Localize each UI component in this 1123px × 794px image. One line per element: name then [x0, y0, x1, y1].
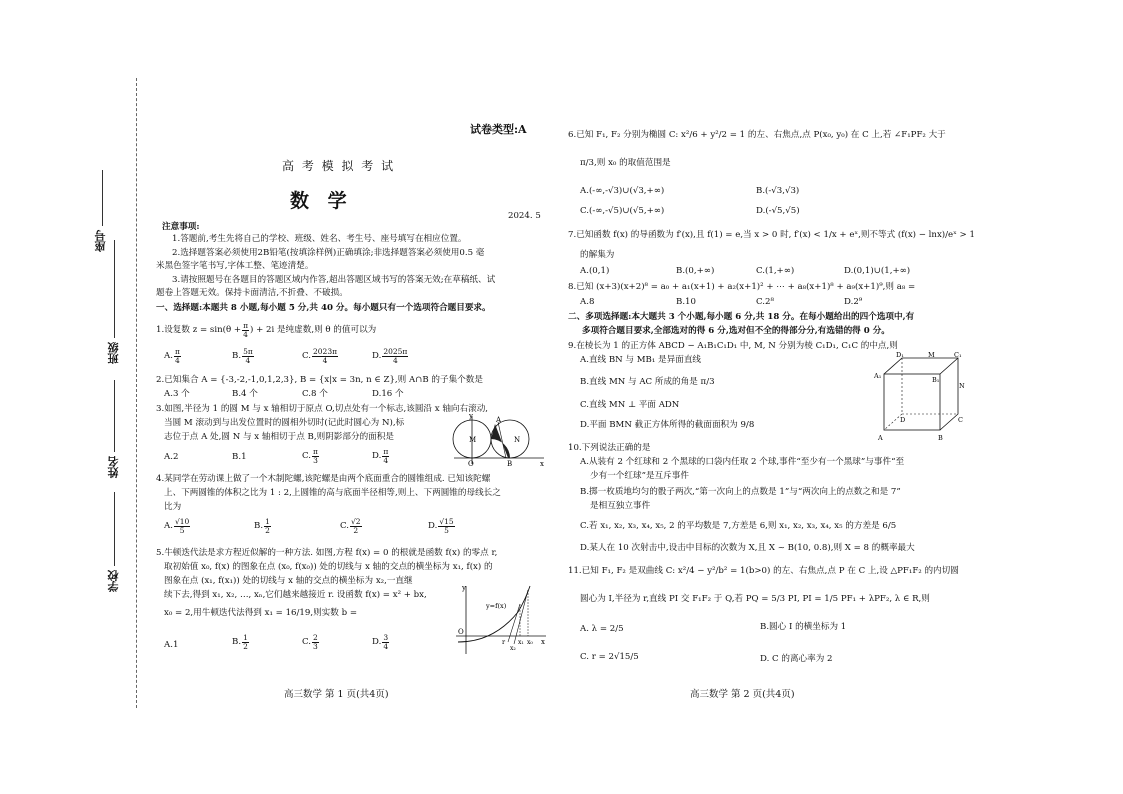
question-4-line: 比为	[164, 502, 182, 512]
note-line: 2.选择题答案必须使用2B铅笔(按填涂样例)正确填涂;非选择题答案必须使用0.5 毫	[172, 248, 485, 258]
q9-cube-figure	[874, 352, 964, 444]
q7-option-a[interactable]: A.(0,1)	[580, 266, 610, 276]
field-school-label: 学校	[107, 570, 120, 592]
q11-option-b[interactable]: B.圆心 I 的横坐标为 1	[760, 622, 847, 632]
fig-label: A	[878, 434, 883, 442]
fig-label: A₁	[874, 372, 882, 380]
note-line: 3.请按照题号在各题目的答题区域内作答,超出答题区域书写的答案无效;在草稿纸、试	[172, 275, 496, 285]
q7-option-b[interactable]: B.(0,+∞)	[676, 266, 715, 276]
question-11-line: 11.已知 F₁, F₂ 是双曲线 C: x²/4 − y²/b² = 1(b>0) 的左、右焦点,点 P 在 C 上,设 △PF₁F₂ 的内切圆	[568, 566, 959, 576]
question-11-line: 圆心为 I,半径为 r,直线 PI 交 F₁F₂ 于 Q,若 PQ = 5/3 PI, PI = 1/5 PF₁ + λPF₂, λ ∈ R,则	[580, 594, 930, 604]
q4-option-d[interactable]: D. $\frac{√15}{5}$	[428, 517, 454, 535]
section-1-heading: 一、选择题:本题共 8 小题,每小题 5 分,共 40 分。每小题只有一个选项符合题目要求。	[156, 303, 491, 313]
fig-label: M	[469, 436, 477, 444]
question-9: 9.在棱长为 1 的正方体 ABCD − A₁B₁C₁D₁ 中, M, N 分别为棱 C₁D₁, C₁C 的中点,则	[568, 341, 898, 351]
fig-label: r	[502, 638, 506, 646]
question-5-line: 取初始值 x₀, f(x) 的图象在点 (x₀, f(x₀)) 处的切线与 x 轴的交点的横坐标为 x₁, f(x) 的	[164, 562, 493, 572]
q9-option-b[interactable]: B.直线 MN 与 AC 所成的角是 π/3	[580, 377, 715, 387]
q7-option-d[interactable]: D.(0,1)∪(1,+∞)	[844, 266, 911, 276]
q10-option-b[interactable]: B.掷一枚质地均匀的骰子两次,“第一次向上的点数是 1”与“两次向上的点数之和是 7”	[580, 487, 901, 497]
question-7-line: 的解集为	[580, 250, 615, 260]
field-class-underline	[114, 240, 115, 338]
q3-option-b[interactable]: B. 1	[232, 452, 247, 462]
q4-option-b[interactable]: B. $\frac{1}{2}$	[254, 517, 270, 535]
fig-label: x	[541, 638, 545, 646]
fig-label: A	[496, 416, 502, 424]
question-5-line: 图象在点 (x₁, f(x₁)) 处的切线与 x 轴的交点的横坐标为 x₂,一直继	[164, 576, 413, 586]
q9-option-a[interactable]: A.直线 BN 与 MB₁ 是异面直线	[580, 355, 702, 365]
q1-option-c[interactable]: C. $\frac{2023\pi}{4}$	[302, 347, 338, 365]
page-1-footer: 高三数学 第 1 页(共4页)	[284, 689, 389, 700]
question-10: 10.下列说法正确的是	[568, 443, 651, 453]
question-5-line: 5.牛顿迭代法是求方程近似解的一种方法. 如图,方程 f(x) = 0 的根就是函数 f(x) 的零点 r,	[156, 548, 498, 558]
q8-option-d[interactable]: D.2⁹	[844, 297, 863, 307]
q8-option-b[interactable]: B.10	[676, 297, 696, 307]
field-name-underline	[114, 380, 115, 452]
subject-title: 数 学	[290, 190, 353, 212]
q3-option-c[interactable]: C. $\frac{\pi}{3}$	[302, 447, 318, 465]
question-4-line: 4.某同学在劳动课上做了一个木制陀螺,该陀螺是由两个底面重合的圆锥组成. 已知该陀螺	[156, 474, 491, 484]
question-3-line: 志位于点 A 处,圆 N 与 x 轴相切于点 B,则阴影部分的面积是	[164, 432, 394, 442]
notes-title: 注意事项:	[162, 222, 200, 232]
q1-option-d[interactable]: D. $\frac{2025\pi}{4}$	[372, 347, 408, 365]
q7-option-c[interactable]: C.(1,+∞)	[756, 266, 795, 276]
fig-label: N	[959, 382, 965, 390]
paper-type: 试卷类型:A	[470, 123, 527, 136]
q4-option-a[interactable]: A. $\frac{√10}{5}$	[164, 517, 190, 535]
question-3-line: 当圆 M 滚动到与出发位置时的圆相外切时(记此时圆心为 N),标	[164, 418, 405, 428]
fig-label: x₂	[510, 645, 516, 652]
question-1: 1.设复数 z = sin(θ + $\frac{\pi}{4}$ ) + 2i 是纯虚数,则 θ 的值可以为	[156, 321, 377, 339]
fig-label: B₁	[932, 376, 940, 384]
fig-label: y	[462, 584, 466, 592]
fig-label: D	[900, 416, 906, 424]
exam-name: 高 考 模 拟 考 试	[282, 159, 396, 173]
q2-option-c[interactable]: C.8 个	[302, 389, 328, 399]
note-line: 米黑色签字笔书写,字体工整、笔迹清楚。	[156, 261, 314, 271]
q10-option-a[interactable]: A.从装有 2 个红球和 2 个黑球的口袋内任取 2 个球,事件“至少有一个黑球”与事件“至	[580, 457, 905, 467]
q10-option-b-cont: 是相互独立事件	[590, 501, 651, 511]
fig-label: M	[928, 351, 935, 359]
q6-option-c[interactable]: C.(-∞,-√5)∪(√5,+∞)	[580, 206, 665, 216]
q9-option-c[interactable]: C.直线 MN ⊥ 平面 ADN	[580, 400, 680, 410]
question-8: 8.已知 (x+3)(x+2)⁸ = a₀ + a₁(x+1) + a₂(x+1)² + ⋯ + a₈(x+1)⁸ + a₉(x+1)⁹,则 a₈ =	[568, 282, 916, 292]
binding-dashed-line	[136, 78, 137, 708]
question-2: 2.已知集合 A = {-3,-2,-1,0,1,2,3}, B = {x|x = 3n, n ∈ Z},则 A∩B 的子集个数是	[156, 375, 483, 385]
q1-option-a[interactable]: A. $\frac{\pi}{4}$	[164, 347, 180, 365]
question-3-line: 3.如图,半径为 1 的圆 M 与 x 轴相切于原点 O,切点处有一个标志,该圆沿 x 轴向右滚动,	[156, 404, 489, 414]
q2-option-d[interactable]: D.16 个	[372, 389, 404, 399]
q6-option-b[interactable]: B.(-√3,√3)	[756, 186, 800, 196]
q11-option-d[interactable]: D. C 的离心率为 2	[760, 654, 833, 664]
field-seat-underline	[102, 170, 103, 226]
field-school-underline	[114, 492, 115, 566]
fig-label: C₁	[954, 351, 962, 359]
field-class-label: 班级	[107, 342, 120, 364]
fig-label: y	[469, 412, 473, 420]
exam-date: 2024. 5	[508, 211, 541, 221]
fig-label: x₀	[527, 639, 533, 646]
note-line: 1.答题前,考生先将自己的学校、班级、姓名、考生号、座号填写在相应位置。	[172, 234, 467, 244]
fig-label: C	[958, 416, 963, 424]
page-2-footer: 高三数学 第 2 页(共4页)	[690, 689, 795, 700]
q8-option-c[interactable]: C.2⁸	[756, 297, 774, 307]
q9-option-d[interactable]: D.平面 BMN 截正方体所得的截面面积为 9/8	[580, 420, 755, 430]
q1-option-b[interactable]: B. $\frac{5\pi}{4}$	[232, 347, 253, 365]
q2-option-b[interactable]: B.4 个	[232, 389, 258, 399]
section-2-heading: 多项符合题目要求,全部选对的得 6 分,选对但不全的得部分分,有选错的得 0 分。	[582, 326, 890, 336]
q5-option-b[interactable]: B. $\frac{1}{2}$	[232, 633, 248, 651]
q3-option-d[interactable]: D. $\frac{\pi}{4}$	[372, 447, 389, 465]
q3-rolling-circle-figure	[448, 412, 548, 468]
fig-label: N	[514, 436, 521, 444]
q11-option-c[interactable]: C. r = 2√15/5	[580, 652, 639, 662]
field-name-label: 姓名	[107, 456, 120, 478]
q10-option-d[interactable]: D.某人在 10 次射击中,设击中目标的次数为 X,且 X ~ B(10, 0.8),则 X = 8 的概率最大	[580, 543, 915, 553]
q8-option-a[interactable]: A.8	[580, 297, 595, 307]
q6-option-a[interactable]: A.(-∞,-√3)∪(√3,+∞)	[580, 186, 665, 196]
question-5-line: 续下去,得到 x₁, x₂, …, xₙ,它们越来越接近 r. 设函数 f(x) = x² + bx,	[164, 590, 427, 600]
fig-label: D₁	[896, 351, 904, 359]
q5-option-d[interactable]: D. $\frac{3}{4}$	[372, 633, 389, 651]
q5-option-c[interactable]: C. $\frac{2}{3}$	[302, 633, 318, 651]
q6-option-d[interactable]: D.(-√5,√5)	[756, 206, 800, 216]
fig-label: x	[540, 460, 544, 468]
question-6-line: 6.已知 F₁, F₂ 分别为椭圆 C: x²/6 + y²/2 = 1 的左、右焦点,点 P(x₀, y₀) 在 C 上,若 ∠F₁PF₂ 大于	[568, 130, 946, 140]
q2-option-a[interactable]: A.3 个	[164, 389, 190, 399]
section-2-heading: 二、多项选择题:本大题共 3 个小题,每小题 6 分,共 18 分。在每小题给出的四个选项中,有	[568, 312, 915, 322]
fig-label: x₁	[518, 639, 524, 646]
fig-label: O	[458, 628, 464, 636]
q3-option-a[interactable]: A. 2	[164, 452, 179, 462]
fig-label: y=f(x)	[486, 602, 507, 610]
question-7-line: 7.已知函数 f(x) 的导函数为 f′(x),且 f(1) = e,当 x > 0 时, f′(x) < 1/x + eˣ,则不等式 (f(x) − lnx)/eˣ > 1	[568, 230, 975, 240]
fig-label: B	[938, 434, 943, 442]
fig-label: B	[507, 460, 513, 468]
q10-option-a-cont: 少有一个红球”是互斥事件	[590, 471, 689, 481]
question-6-line: π/3,则 x₀ 的取值范围是	[580, 158, 671, 168]
q11-option-a[interactable]: A. λ = 2/5	[580, 624, 624, 634]
q5-newton-method-figure	[452, 582, 548, 656]
fig-label: O	[468, 460, 474, 468]
field-seat-label: 座号	[94, 230, 107, 252]
q4-option-c[interactable]: C. $\frac{√2}{2}$	[340, 517, 361, 535]
question-4-line: 上、下两圆锥的体积之比为 1 : 2,上圆锥的高与底面半径相等,则上、下两圆锥的母线长之	[164, 488, 501, 498]
q10-option-c[interactable]: C.若 x₁, x₂, x₃, x₄, x₅, 2 的平均数是 7,方差是 6,则 x₁, x₂, x₃, x₄, x₅ 的方差是 6/5	[580, 521, 897, 531]
question-5-line: x₀ = 2,用牛顿迭代法得到 x₁ = 16/19,则实数 b =	[164, 608, 358, 618]
q5-option-a[interactable]: A. 1	[164, 640, 179, 650]
note-line: 题卷上答题无效。保持卡面清洁,不折叠、不破损。	[156, 288, 348, 298]
